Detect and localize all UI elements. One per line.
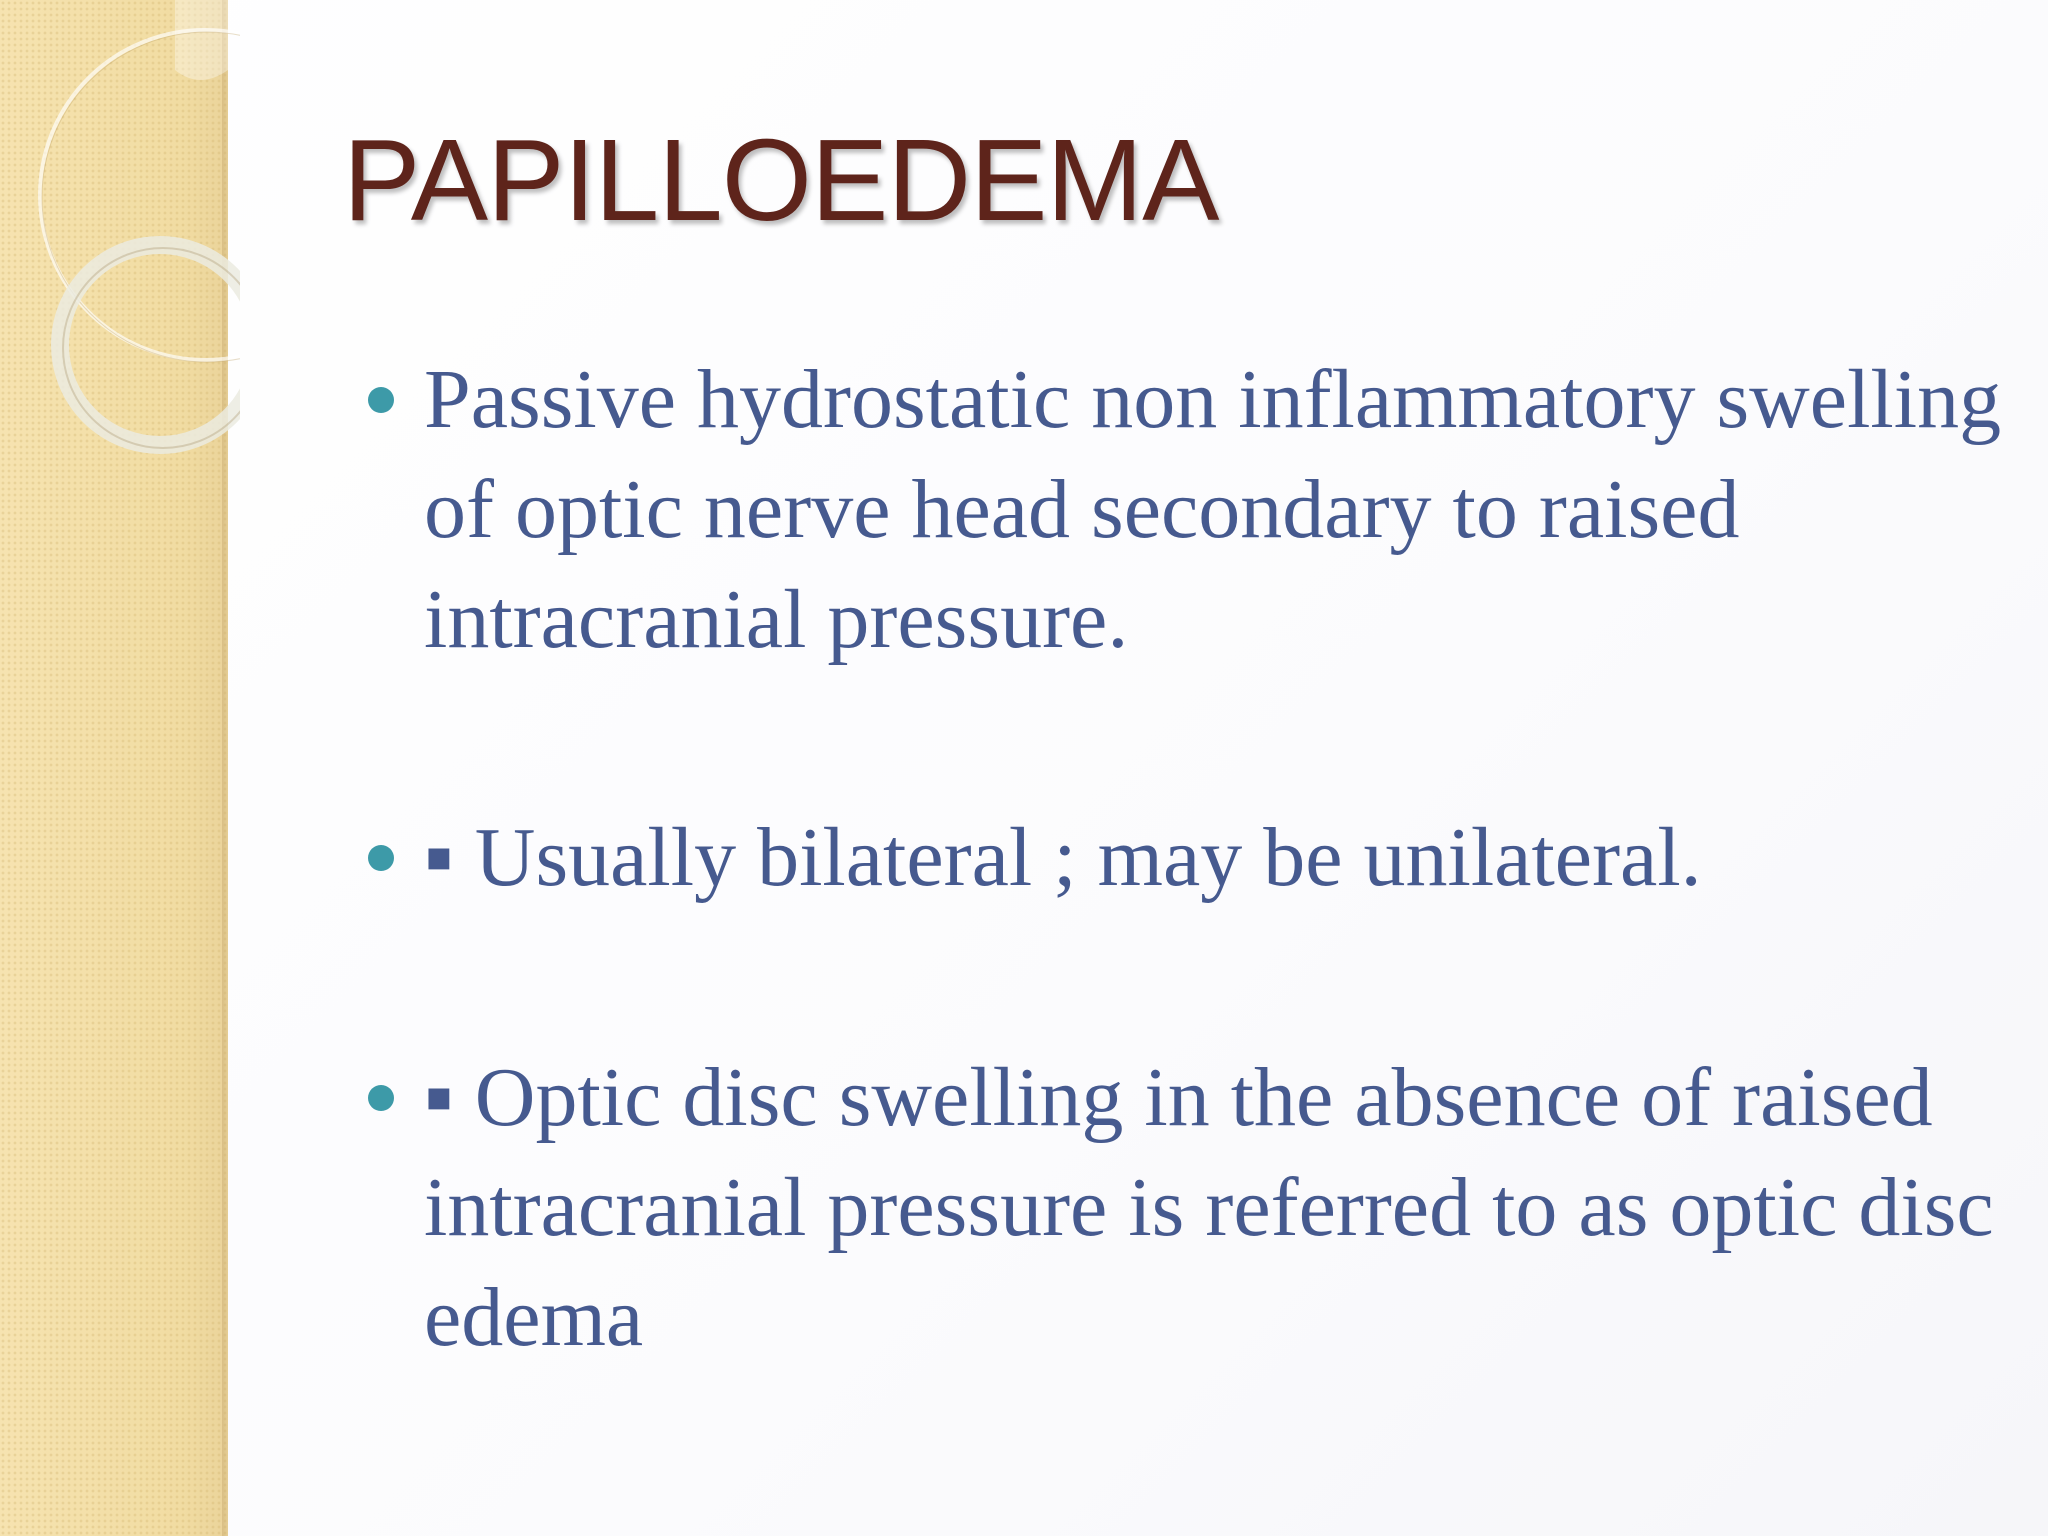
bullet-item-definition <box>360 345 2020 675</box>
bullet-text: Passive hydrostatic non inflammatory swelling of optic nerve head secondary to raised intracranial pressure. <box>424 353 2002 666</box>
bullet-dot-icon <box>368 387 394 413</box>
slide-title: PAPILLOEDEMA <box>343 115 1219 245</box>
bullet-text: ▪ Usually bilateral ; may be unilateral. <box>424 811 1702 904</box>
bullet-list <box>360 345 2020 1373</box>
decorative-rings <box>0 0 240 520</box>
bullet-text: ▪ Optic disc swelling in the absence of raised intracranial pressure is referred to as optic disc edema <box>424 1051 1994 1364</box>
bullet-dot-icon <box>368 1085 394 1111</box>
bullet-dot-icon <box>368 845 394 871</box>
bullet-item-laterality <box>360 803 2020 913</box>
bullet-item-optic-disc-edema <box>360 1043 2020 1373</box>
